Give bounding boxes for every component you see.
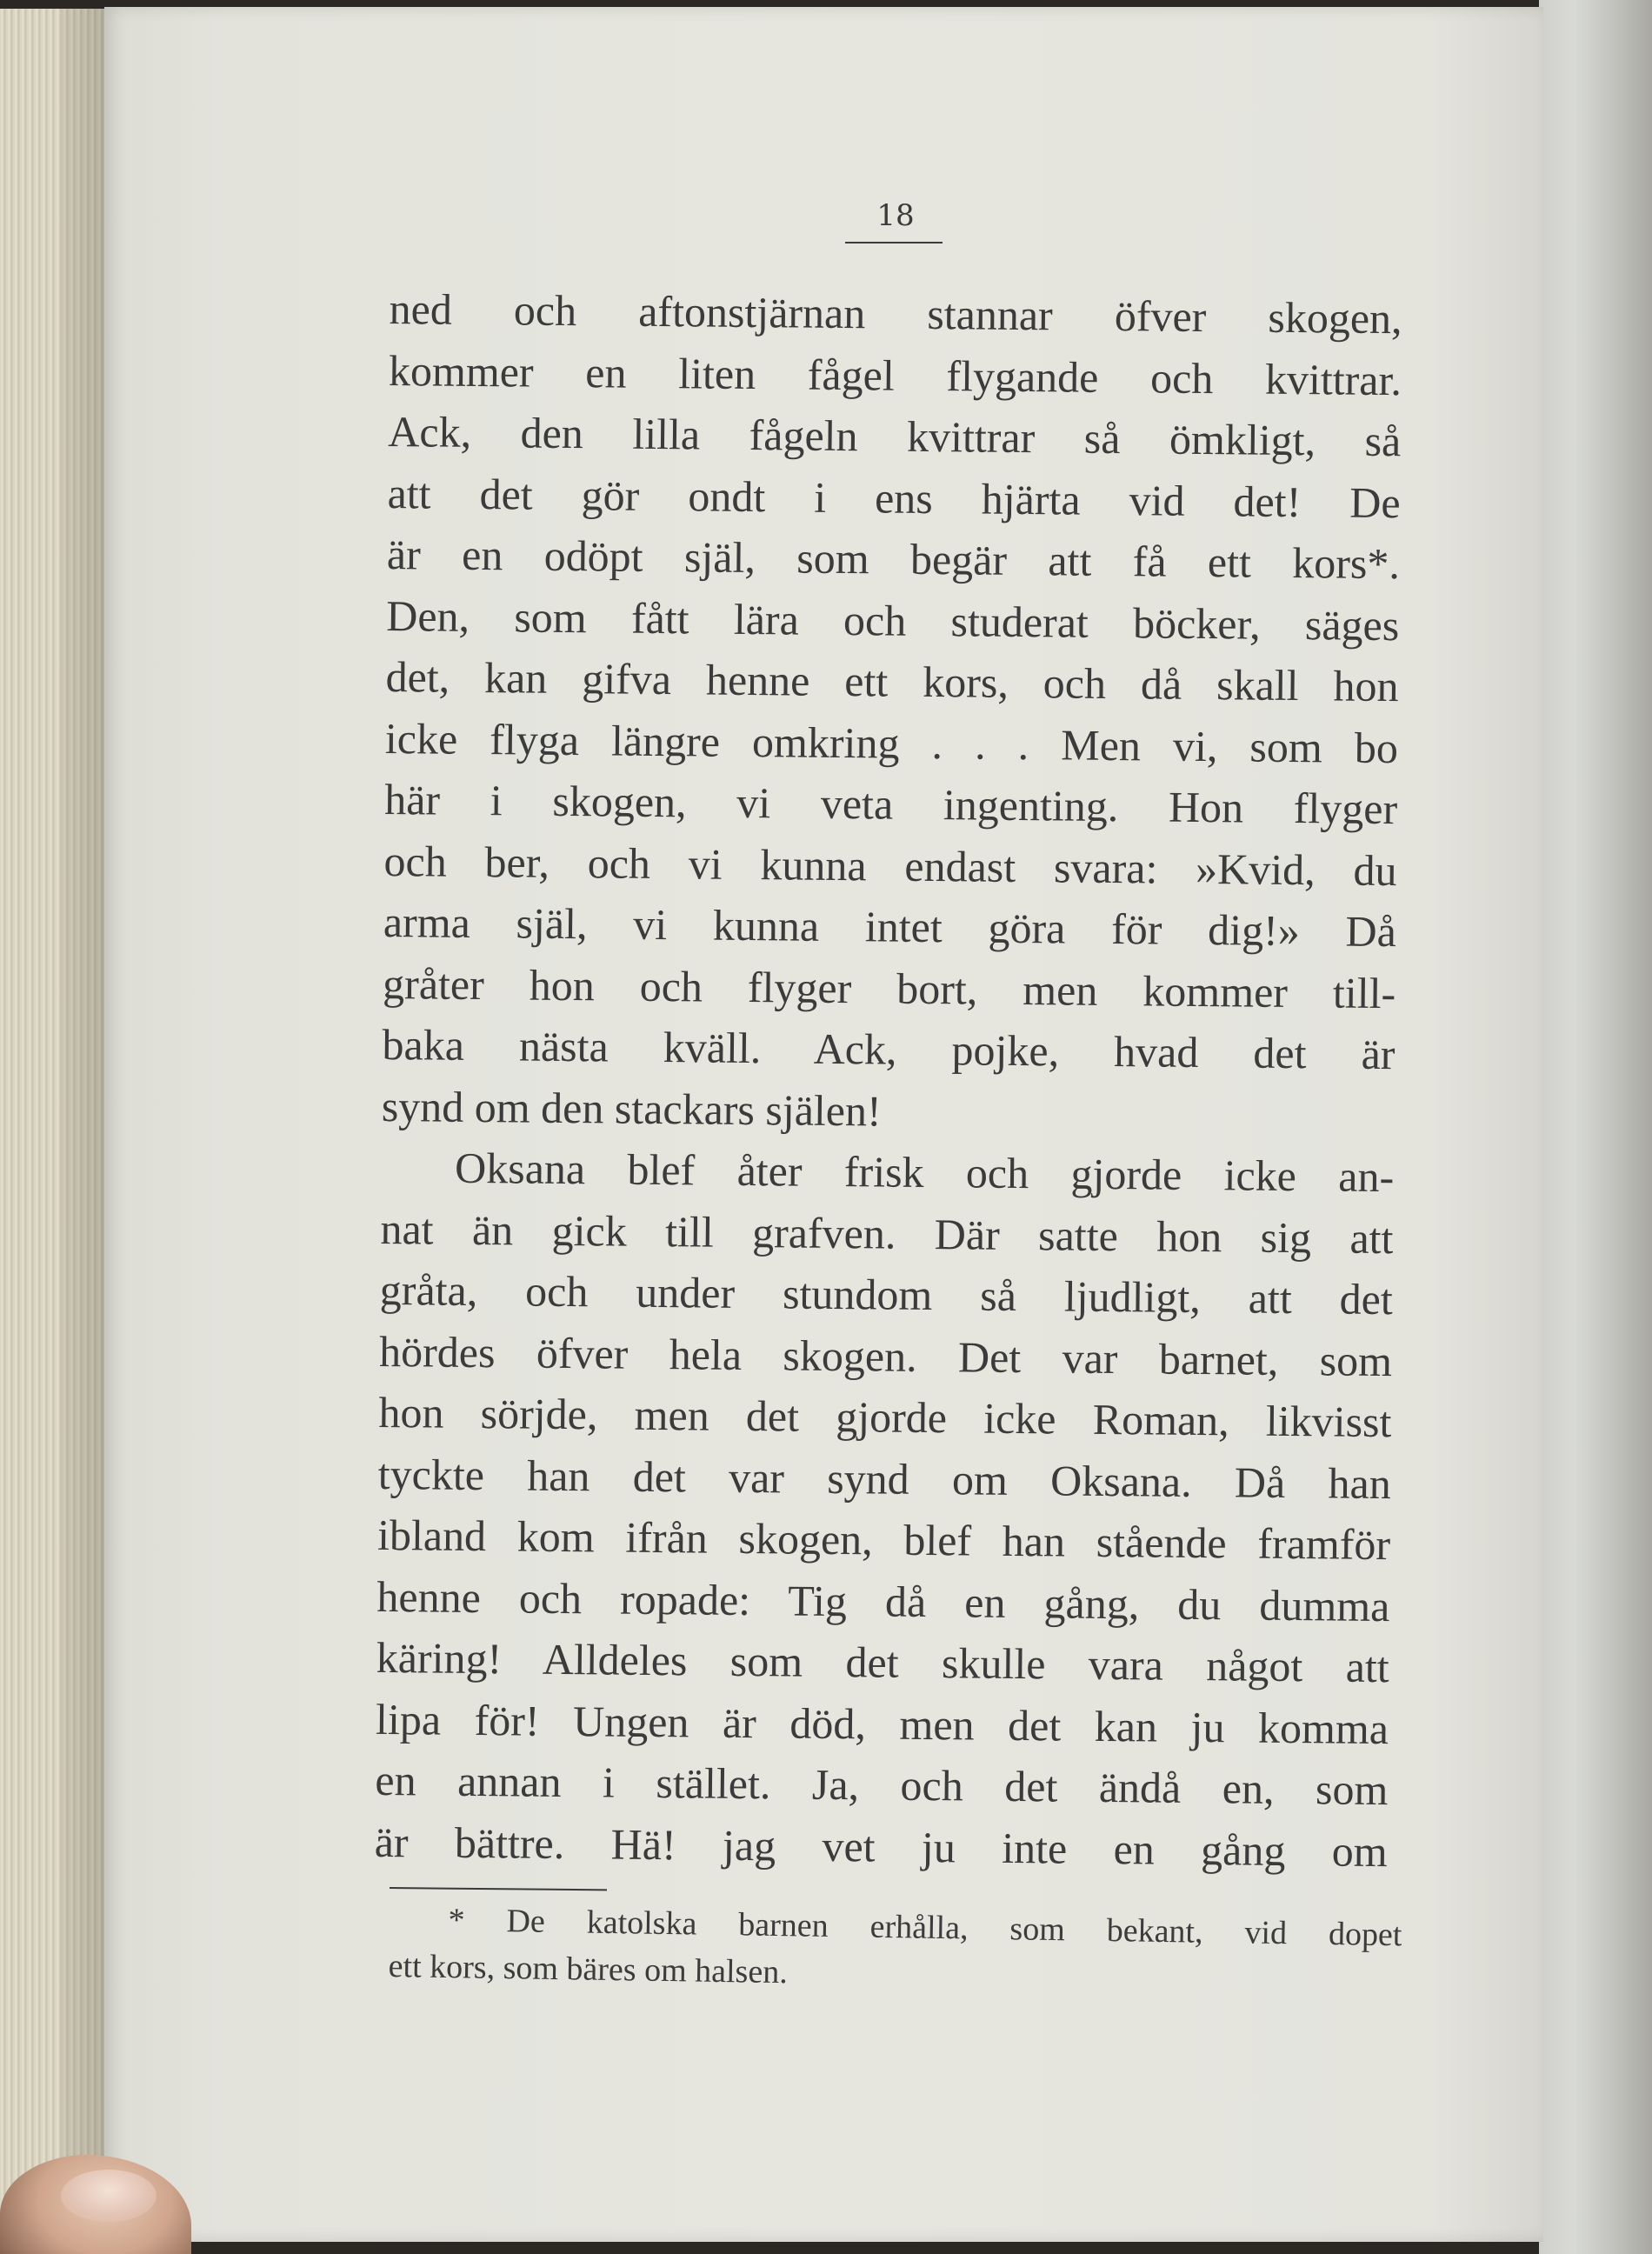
footnote xyxy=(388,1896,1402,2005)
text-line: lipa för! Ungen är död, men det kan ju komma xyxy=(375,1694,1389,1753)
page-number: 18 xyxy=(876,198,915,233)
text-line: här i skogen, vi veta ingenting. Hon flyger xyxy=(383,774,1398,834)
text-line: henne och ropade: Tig då en gång, du dumma xyxy=(376,1571,1390,1630)
text-line: gråter hon och flyger bort, men kommer till- xyxy=(382,958,1396,1017)
page-gutter-shadow xyxy=(61,9,109,2235)
text-line: baka nästa kväll. Ack, pojke, hvad det är xyxy=(382,1019,1396,1079)
text-line: det, kan gifva henne ett kors, och då skall hon xyxy=(385,651,1399,711)
text-line: ned och aftonstjärnan stannar öfver skogen, xyxy=(389,283,1402,343)
text-line: Den, som fått lära och studerat böcker, säges xyxy=(386,590,1400,650)
text-line: att det gör ondt i ens hjärta vid det! De xyxy=(387,468,1401,527)
text-line: är en odöpt själ, som begär att få ett kors*. xyxy=(386,529,1401,589)
text-line: kommer en liten fågel flygande och kvittrar. xyxy=(388,345,1402,404)
footnote-line: ett kors, som bäres om halsen. xyxy=(388,1947,789,1991)
text-line: icke flyga längre omkring . . . Men vi, som bo xyxy=(384,713,1399,772)
thumbnail xyxy=(61,2170,157,2222)
text-line: en annan i stället. Ja, och det ändå en, som xyxy=(375,1755,1389,1815)
text-line: Ack, den lilla fågeln kvittrar så ömkligt, så xyxy=(388,406,1402,466)
header-rule xyxy=(845,242,943,243)
body-text xyxy=(374,278,1402,1882)
footnote-line: * De katolska barnen erhålla, som bekant, vid dopet xyxy=(448,1902,1402,1954)
text-line: ibland kom ifrån skogen, blef han stående framför xyxy=(376,1510,1391,1570)
text-line: tyckte han det var synd om Oksana. Då han xyxy=(377,1449,1392,1508)
text-line: nat än gick till grafven. Där satte hon sig att xyxy=(380,1204,1394,1263)
text-line: synd om den stackars själen! xyxy=(381,1081,882,1135)
text-line: hördes öfver hela skogen. Det var barnet, som xyxy=(378,1326,1393,1385)
facing-page-edge xyxy=(1539,0,1652,2254)
text-line: arma själ, vi kunna intet göra för dig!» Då xyxy=(383,897,1397,957)
text-line: är bättre. Hä! jag vet ju inte en gång om xyxy=(374,1817,1388,1876)
text-line: hon sörjde, men det gjorde icke Roman, likvisst xyxy=(378,1387,1392,1447)
text-line: käring! Alldeles som det skulle vara något att xyxy=(376,1632,1389,1692)
text-line: och ber, och vi kunna endast svara: »Kvid, du xyxy=(383,836,1397,895)
text-line: gråta, och under stundom så ljudligt, att det xyxy=(379,1264,1394,1324)
text-line: Oksana blef åter frisk och gjorde icke an- xyxy=(454,1143,1395,1202)
